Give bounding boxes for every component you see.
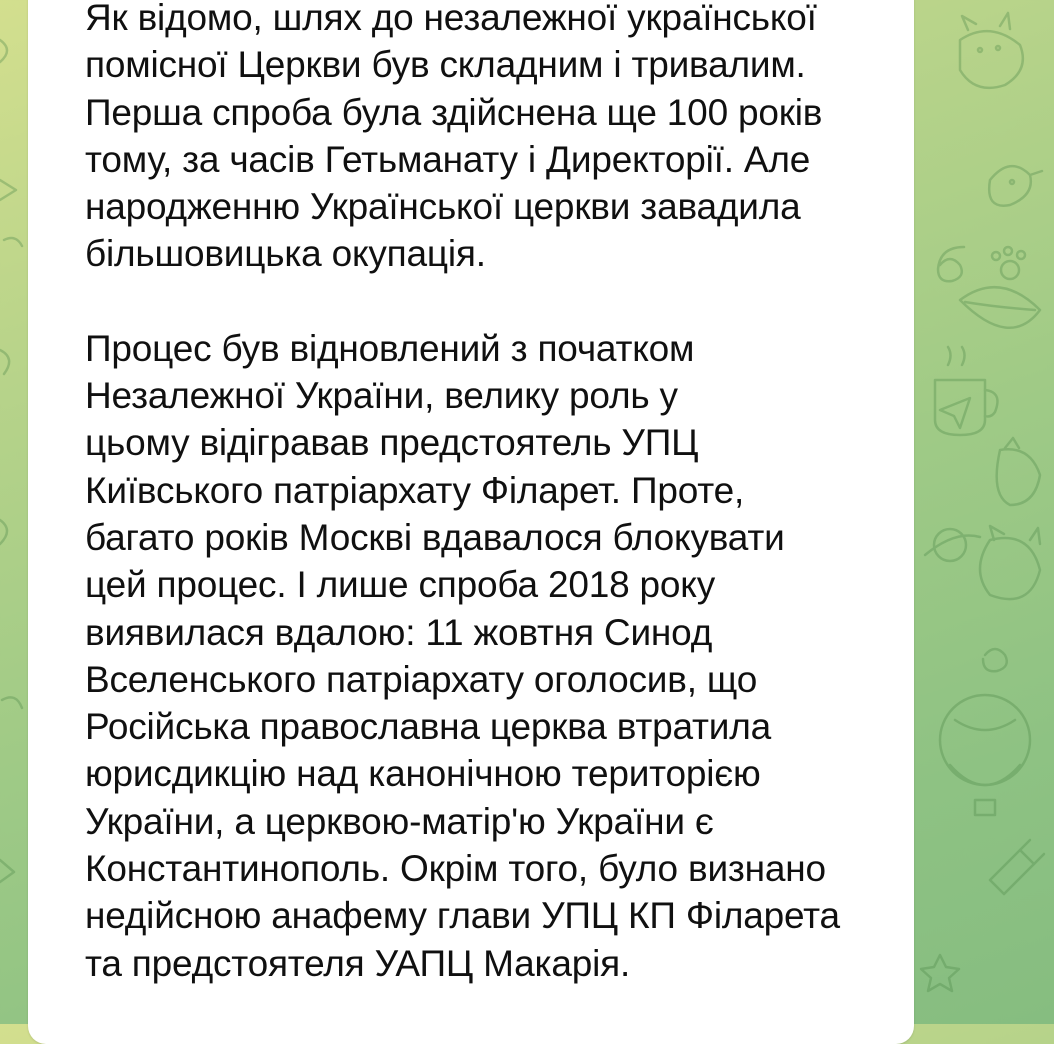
message-line: Незалежної України, велику роль у [85,375,678,417]
message-line: Процес був відновлений з початком [85,327,695,369]
message-line: цей процес. І лише спроба 2018 року [85,564,716,606]
message-line: України, а церквою-матір'ю України є [85,800,714,842]
message-line: Вселенського патріархату оголосив, що [85,658,758,700]
message-line: цьому відігравав предстоятель УПЦ [85,422,699,464]
left-edge-doodles-icon [0,40,22,882]
message-line: та предстоятеля УАПЦ Макарія. [85,942,631,984]
paw-icon [992,247,1025,279]
coffee-cup-icon [935,347,997,435]
message-paragraph [85,0,915,278]
message-line: недійсною анафему глави УПЦ КП Філарета [85,895,840,937]
flashlight-icon [990,840,1044,894]
strawberry-icon [997,438,1040,505]
message-text [85,0,915,1034]
message-line: народженню Української церкви завадила [85,186,801,228]
message-line: Російська православна церква втратила [85,706,772,748]
planet-icon [925,529,980,561]
message-line: помісної Церкви був складним і тривалим. [85,44,806,86]
message-line: Константинополь. Окрім того, було визнано [85,848,826,890]
message-line: виявилася вдалою: 11 жовтня Синод [85,611,713,653]
message-line: юрисдикцію над канонічною територією [85,753,761,795]
message-bubble[interactable] [28,0,914,1044]
hot-air-balloon-icon [940,695,1030,815]
bird-icon [989,166,1042,206]
message-line: тому, за часів Гетьманату і Директорії. Але [85,138,811,180]
star-icon [921,955,959,991]
paper-plane-icon [940,398,970,428]
cat-icon [960,13,1023,88]
message-line: більшовицька окупація. [85,233,486,275]
message-paragraph [85,325,915,987]
leaf-icon [960,287,1040,328]
cat-face-icon [980,526,1040,599]
message-line: Перша спроба була здійснена ще 100 років [85,91,823,133]
message-line: Як відомо, шлях до незалежної української [85,0,817,38]
message-line: багато років Москві вдавалося блокувати [85,516,785,558]
message-line: Київського патріархату Філарет. Проте, [85,469,745,511]
